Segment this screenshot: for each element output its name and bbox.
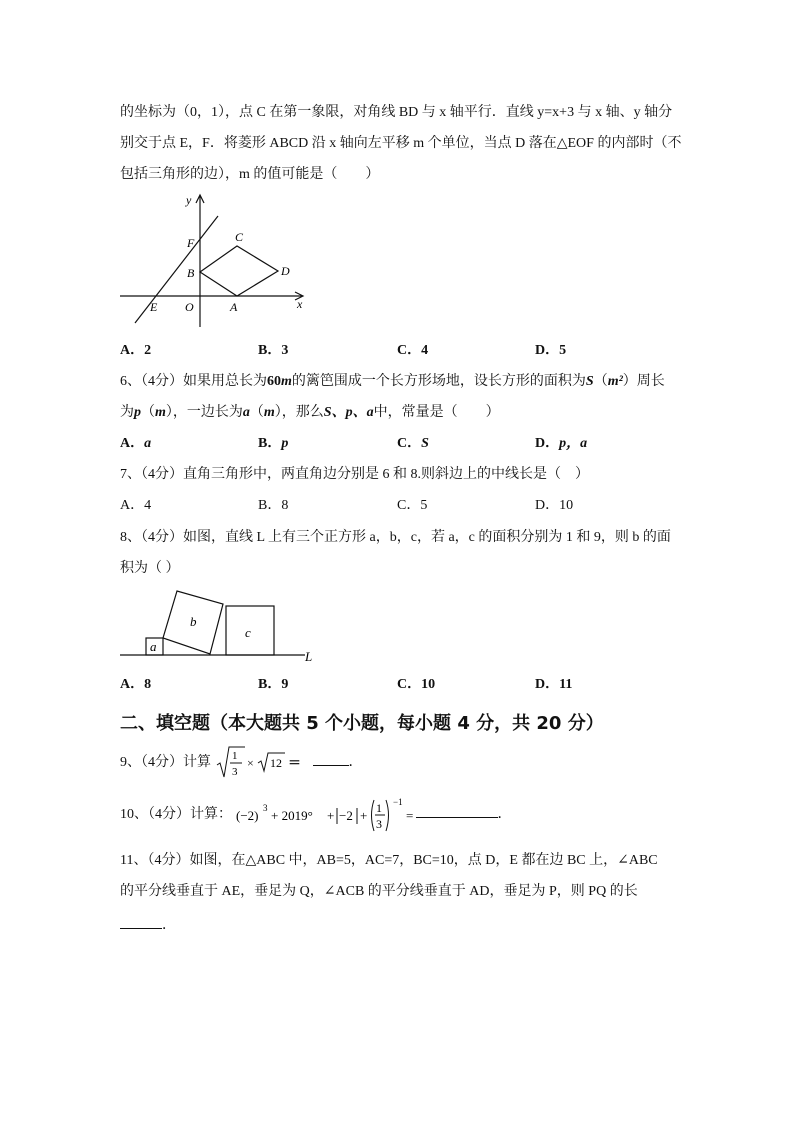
label-d: D bbox=[281, 264, 290, 278]
q5-option-a: A．2 bbox=[120, 343, 152, 358]
label-b: b bbox=[190, 614, 197, 629]
svg-text:3: 3 bbox=[231, 766, 237, 778]
q6-option-a: A．a bbox=[120, 436, 152, 451]
label-l: L bbox=[305, 649, 313, 664]
label-y: y bbox=[186, 193, 192, 207]
section-two-heading: 二、填空题（本大题共 5 个小题，每小题 4 分，共 20 分） bbox=[120, 713, 604, 734]
q11-text-line-3: ． bbox=[120, 914, 176, 936]
svg-text:=: = bbox=[405, 808, 413, 823]
q8-option-a: A．8 bbox=[120, 677, 152, 692]
q5-text-line-1: 的坐标为（0，1），点 C 在第一象限，对角线 BD 与 x 轴平行．直线 y=x+3 与 x 轴、y 轴分 bbox=[120, 105, 673, 120]
q6-text-line-1: 6、（4分）如果用总长为60m的篱笆围成一个长方形场地，设长方形的面积为S（m²）周长 bbox=[120, 374, 665, 389]
q8-option-b: B．9 bbox=[258, 677, 289, 692]
svg-text:×: × bbox=[246, 756, 254, 770]
label-c: c bbox=[245, 625, 251, 640]
label-a: A bbox=[230, 300, 238, 314]
svg-text:3: 3 bbox=[375, 817, 382, 831]
q8-option-c: C．10 bbox=[397, 677, 436, 692]
q6-text-line-2: 为p（m），一边长为a（m），那么S、p、a中，常量是（ ） bbox=[120, 405, 500, 420]
q9-formula bbox=[215, 745, 313, 781]
q7-option-b: B．8 bbox=[258, 498, 289, 513]
q8-text-line-1: 8、（4分）如图，直线 L 上有三个正方形 a，b，c，若 a，c 的面积分别为 1 和 9，则 b 的面 bbox=[120, 530, 671, 545]
q5-option-d: D．5 bbox=[535, 343, 567, 358]
q7-option-d: D．10 bbox=[535, 498, 574, 513]
svg-text:+: + bbox=[326, 808, 334, 823]
svg-text:+ 2019°: + 2019° bbox=[270, 808, 313, 823]
label-e: E bbox=[150, 300, 158, 314]
svg-text:3: 3 bbox=[262, 803, 267, 813]
q8-option-d: D．11 bbox=[535, 677, 573, 692]
q10-line: 10、（4分）计算： (−2) 3 + 2019° + −2 + 1 3 −1 = ． bbox=[120, 795, 512, 835]
line-ef bbox=[135, 216, 218, 323]
q10-formula bbox=[236, 795, 416, 835]
svg-text:12: 12 bbox=[269, 756, 282, 770]
rhombus-abcd bbox=[200, 246, 278, 296]
q10-answer-blank[interactable] bbox=[416, 803, 498, 818]
svg-text:＝: ＝ bbox=[287, 755, 301, 770]
q6-option-b: B．p bbox=[258, 436, 289, 451]
label-o: O bbox=[185, 300, 194, 314]
label-x: x bbox=[297, 297, 303, 311]
q5-option-c: C．4 bbox=[397, 343, 429, 358]
svg-text:−2: −2 bbox=[338, 808, 353, 823]
three-squares-figure bbox=[115, 585, 325, 667]
q11-text-line-2: 的平分线垂直于 AE，垂足为 Q，∠ACB 的平分线垂直于 AD，垂足为 P，则 PQ 的长 bbox=[120, 884, 638, 899]
q9-line: 9、（4分）计算 1 3 × 12 ＝ ． bbox=[120, 745, 363, 781]
svg-text:−1: −1 bbox=[392, 797, 403, 807]
q7-option-c: C．5 bbox=[397, 498, 428, 513]
label-c: C bbox=[235, 230, 244, 244]
q11-answer-blank[interactable] bbox=[120, 914, 162, 929]
q6-option-d: D．p，a bbox=[535, 436, 588, 451]
svg-text:(−2): (−2) bbox=[235, 808, 258, 823]
q6-option-c: C．S bbox=[397, 436, 429, 451]
q7-option-a: A．4 bbox=[120, 498, 152, 513]
label-b: B bbox=[187, 266, 195, 280]
label-a: a bbox=[150, 639, 157, 654]
rhombus-coordinate-figure bbox=[112, 190, 312, 335]
q5-option-b: B．3 bbox=[258, 343, 289, 358]
q7-text: 7、（4分）直角三角形中，两直角边分别是 6 和 8.则斜边上的中线长是（ ） bbox=[120, 467, 589, 482]
q8-text-line-2: 积为（ ） bbox=[120, 561, 180, 576]
q5-text-line-2: 别交于点 E，F．将菱形 ABCD 沿 x 轴向左平移 m 个单位，当点 D 落在△EOF 的内部时（不 bbox=[120, 136, 682, 151]
svg-text:1: 1 bbox=[231, 750, 237, 762]
svg-text:+: + bbox=[359, 808, 367, 823]
q9-answer-blank[interactable] bbox=[313, 751, 349, 766]
q5-text-line-3: 包括三角形的边），m 的值可能是（ ） bbox=[120, 167, 380, 182]
svg-text:1: 1 bbox=[375, 801, 382, 815]
label-f: F bbox=[187, 236, 195, 250]
q11-text-line-1: 11、（4分）如图，在△ABC 中，AB=5，AC=7，BC=10，点 D，E 都在边 BC 上，∠ABC bbox=[120, 853, 658, 868]
